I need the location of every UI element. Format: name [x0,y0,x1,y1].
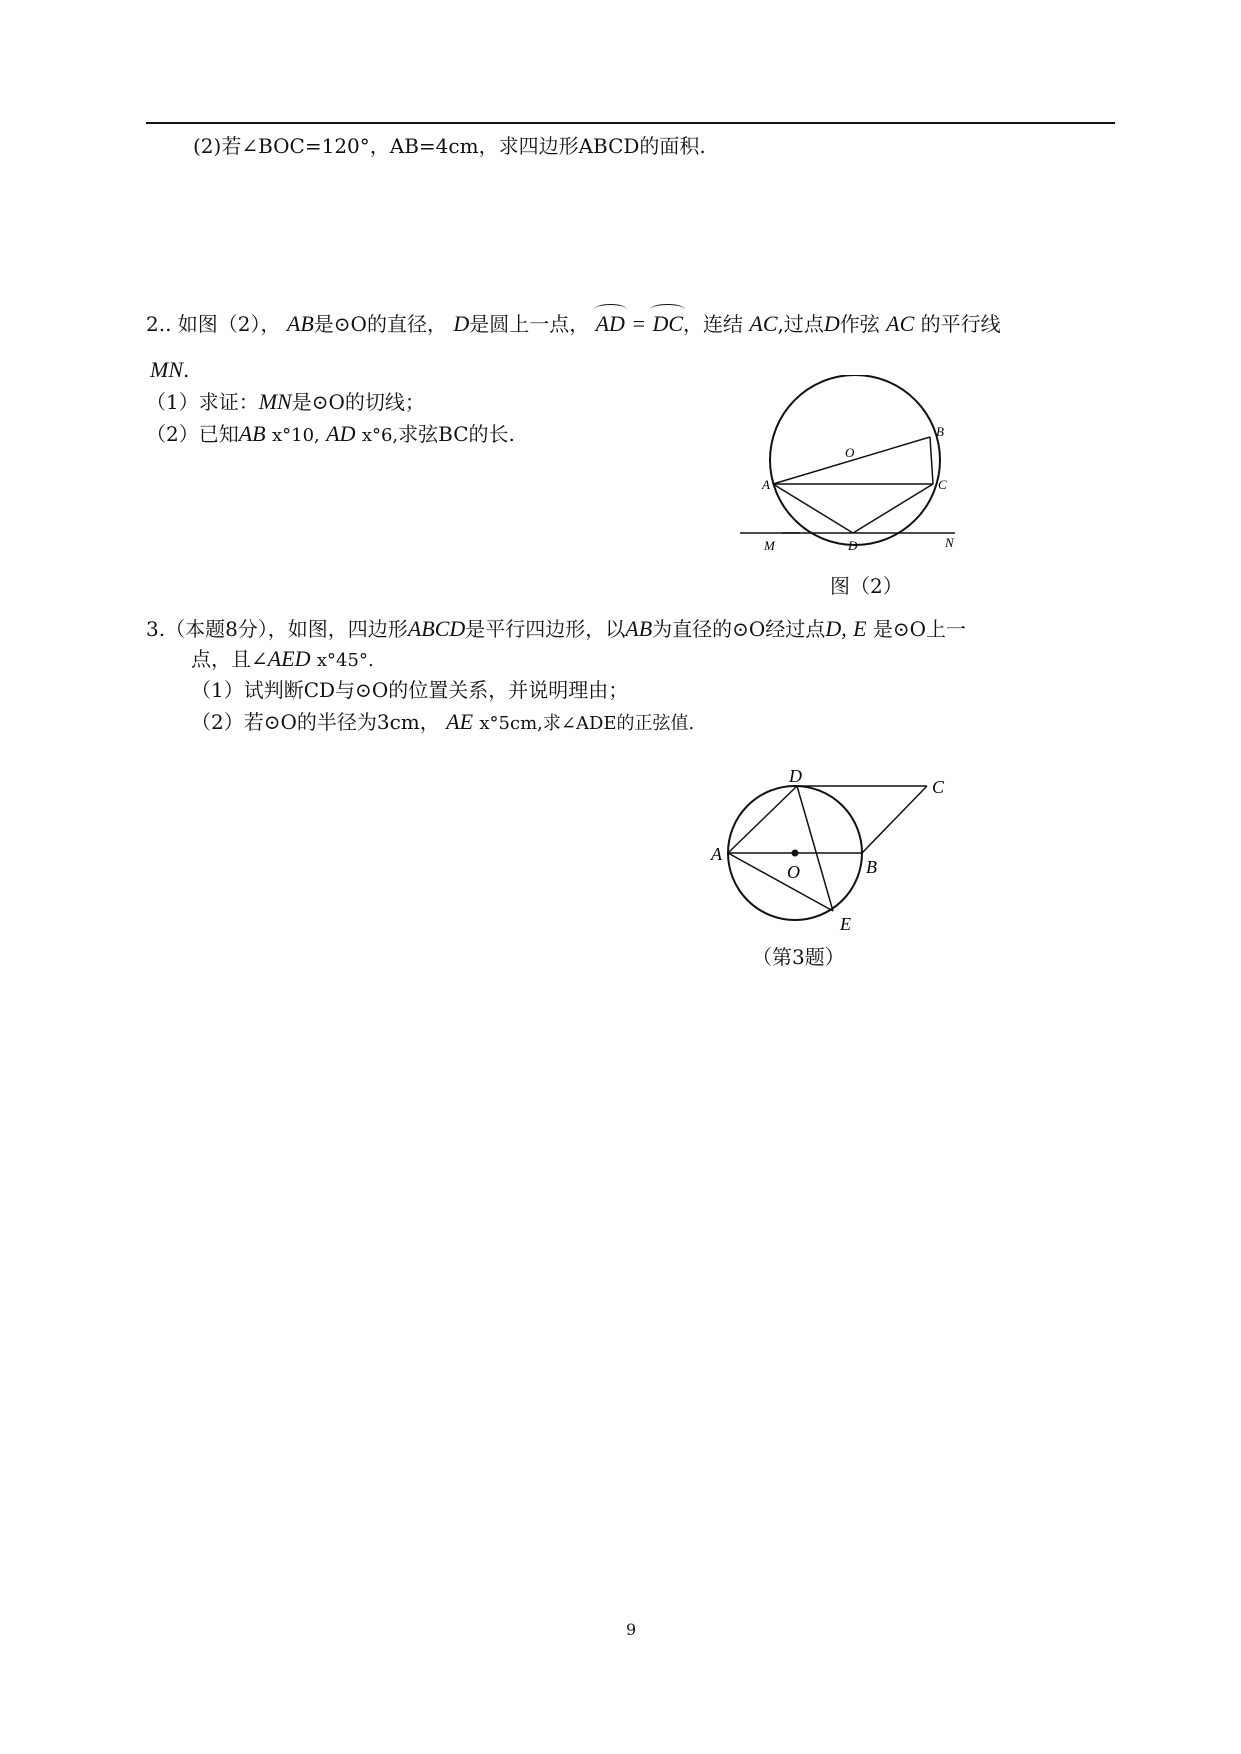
problem-2-mn: MN. [150,357,190,382]
fig2-label-B: B [936,424,944,439]
fig2-label-N: N [945,535,954,550]
fig3-label-B: B [866,857,877,877]
header-rule [146,122,1115,124]
figure-3-caption: （第3题） [752,945,845,969]
figure-2-caption: 图（2） [830,574,903,598]
figure-2-diagram [740,375,970,560]
fig3-label-D: D [789,766,802,786]
problem-3-sub-1: （1）试判断CD与⊙O的位置关系，并说明理由； [191,678,629,702]
problem-2-sub-2: （2）已知AB ⅹ°10, AD ⅹ°6,求弦BC的长. [146,421,515,446]
fig3-label-C: C [932,777,945,797]
fig3-label-E: E [840,914,851,934]
fig2-label-O: O [845,445,855,460]
page-number: 9 [626,1620,637,1639]
problem-3-sub-2: （2）若⊙O的半径为3cm， AE ⅹ°5cm,求∠ADE的正弦值. [191,709,695,734]
fig2-label-M: M [764,538,775,553]
problem-3-statement-cont: 点，且∠AED ⅹ°45°. [191,646,374,671]
fig3-label-A: A [711,844,722,864]
problem-3-statement: 3.（本题8分），如图，四边形ABCD是平行四边形，以AB为直径的⊙O经过点D, E 是⊙O上一 [146,616,967,641]
figure-3-diagram [695,760,955,935]
problem-1-part-2: (2)若∠BOC=120°，AB=4cm，求四边形ABCD的面积. [193,134,706,158]
fig3-label-O: O [787,862,800,882]
problem-2-sub-1: （1）求证：MN是⊙O的切线； [146,389,425,414]
fig2-label-A: A [762,477,770,492]
fig2-label-D: D [848,538,858,553]
problem-2-statement: 2.. 如图（2）， AB是⊙O的直径， D是圆上一点， AD = DC，连结 AC,过点D作弦 AC 的平行线 [146,311,1001,336]
arc-AD: AD [595,311,625,336]
fig2-label-C: C [938,477,947,492]
arc-DC: DC [652,311,684,336]
